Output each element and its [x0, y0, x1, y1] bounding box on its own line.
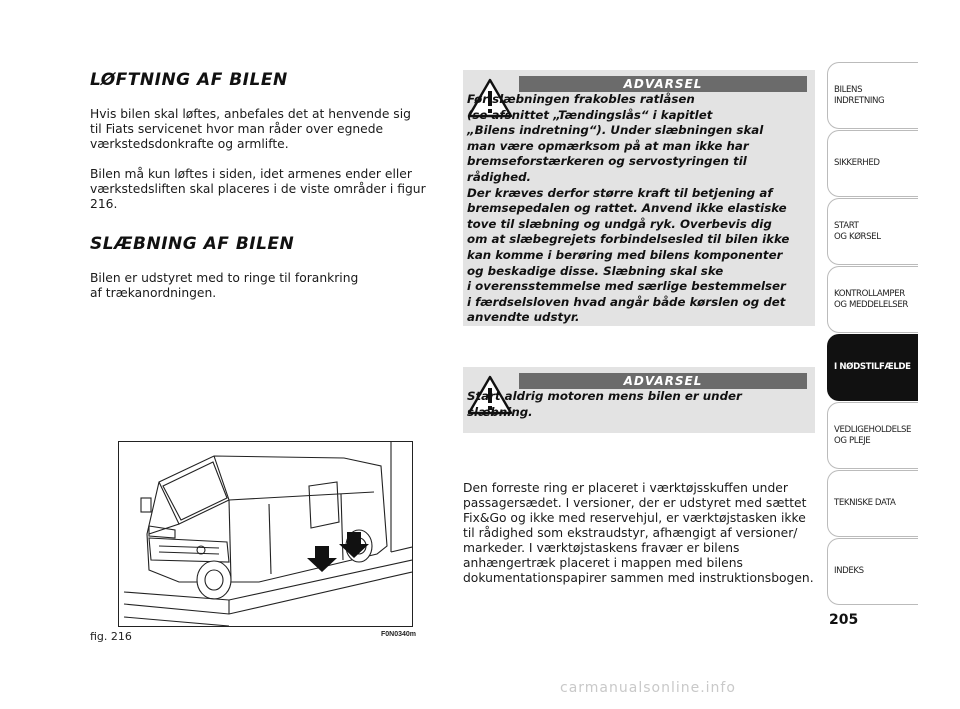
- tab-i-nodstilfaelde[interactable]: [827, 334, 918, 401]
- watermark: carmanualsonline.info: [560, 680, 736, 696]
- lifting-paragraph-2: Bilen må kun løftes i siden, idet armenes ender eller værkstedsliften skal placeres i de viste områder i figur 216.: [90, 167, 426, 211]
- tab-tekniske-data[interactable]: [827, 470, 918, 537]
- van-illustration-figure: [118, 441, 413, 627]
- tab-label: START OG KØRSEL: [834, 220, 881, 242]
- section-title-lifting: LØFTNING AF BILEN: [90, 70, 288, 90]
- warning-label: ADVARSEL: [519, 373, 807, 389]
- warning-box-engine: [463, 367, 815, 433]
- tab-label: I NØDSTILFÆLDE: [834, 362, 911, 372]
- tab-label: INDEKS: [834, 566, 864, 576]
- warning-text: Start aldrig motoren mens bilen er under slæbning.: [467, 389, 742, 419]
- towing-paragraph-1: Bilen er udstyret med to ringe til forankring af trækanordningen.: [90, 271, 359, 300]
- tab-vedligeholdelse[interactable]: [827, 402, 918, 469]
- warning-box-towing: [463, 70, 815, 326]
- tab-start-og-korsel[interactable]: [827, 198, 918, 265]
- page-number: 205: [829, 612, 859, 628]
- tab-label: BILENS INDRETNING: [834, 84, 885, 106]
- warning-label: ADVARSEL: [519, 76, 807, 92]
- tab-label: TEKNISKE DATA: [834, 498, 896, 508]
- tab-sikkerhed[interactable]: [827, 130, 918, 197]
- figure-code: F0N0340m: [381, 631, 417, 638]
- tab-kontrollamper[interactable]: [827, 266, 918, 333]
- lifting-paragraph-1: Hvis bilen skal løftes, anbefales det at henvende sig til Fiats servicenet hvor man råder over egnede værkstedsdonkrafte og armlifte.: [90, 107, 411, 151]
- figure-caption: fig. 216: [90, 630, 132, 643]
- tab-label: KONTROLLAMPER OG MEDDELELSER: [834, 288, 908, 310]
- warning-text: Før slæbningen frakobles ratlåsen (se afsnittet „Tændingslås“ i kapitlet „Bilens indretning“). Under slæbningen skal man være opmærksom på at man ikke har bremseforstærkeren og servostyringen til rådighed. Der kræves derfor større kraft til betjening af bremsepedalen og rattet. Anvend ikke elastiske tove til slæbning og undgå ryk. Overbevis dig om at slæbegrejets forbindelsesled til bilen ikke kan komme i berøring med bilens komponenter og beskadige disse. Slæbning skal ske i overensstemmelse med særlige bestemmelser i færdselsloven hvad angår både kørslen og det anvendte udstyr.: [467, 92, 790, 325]
- tab-label: VEDLIGEHOLDELSE OG PLEJE: [834, 424, 912, 446]
- section-title-towing: SLÆBNING AF BILEN: [90, 234, 295, 254]
- tab-indeks[interactable]: [827, 538, 918, 605]
- van-drawing: [119, 442, 412, 626]
- tab-label: SIKKERHED: [834, 158, 880, 168]
- tow-ring-paragraph: Den forreste ring er placeret i værktøjsskuffen under passagersædet. I versioner, der er udstyret med sættet Fix&Go og ikke med reservehjul, er værktøjstasken ikke til rådighed som ekstraudstyr, afhængigt af versioner/ markeder. I værktøjstaskens fravær er bilens anhængertræk placeret i mappen med bilens dokumentationspapirer sammen med instruktionsbogen.: [463, 481, 814, 585]
- tab-bilens-indretning[interactable]: [827, 62, 918, 129]
